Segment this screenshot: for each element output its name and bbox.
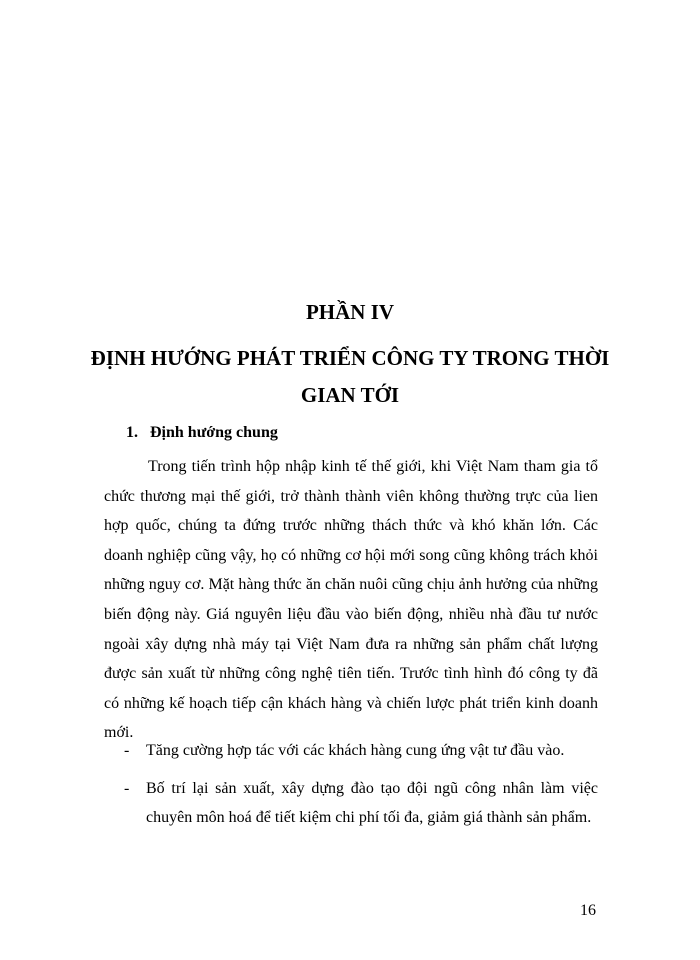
- section-heading-text: Định hướng chung: [150, 424, 278, 441]
- list-item-text: Tăng cường hợp tác với các khách hàng cung ứng vật tư đầu vào.: [146, 742, 565, 759]
- list-item-text: Bố trí lại sản xuất, xây dựng đào tạo đội ngũ công nhân làm việc chuyên môn hoá để tiết kiệm chi phí tối đa, giảm giá thành sản phẩm.: [146, 779, 598, 827]
- chapter-title: ĐỊNH HƯỚNG PHÁT TRIỂN CÔNG TY TRONG THỜI GIAN TỚI: [90, 346, 610, 407]
- body-paragraph: Trong tiến trình hộp nhập kinh tế thế giới, khi Việt Nam tham gia tổ chức thương mại thế giới, trở thành thành viên không thường trực của lien hợp quốc, chúng ta đứng trước những thách thức và khó khăn lớn. Các doanh nghiệp cũng vậy, họ có những cơ hội mới song cũng không trách khỏi những nguy cơ. Mặt hàng thức ăn chăn nuôi cũng chịu ảnh hưởng của những biến động này. Giá nguyên liệu đầu vào biến động, nhiều nhà đầu tư nước ngoài xây dựng nhà máy tại Việt Nam đưa ra những sản phẩm chất lượng được sản xuất từ những công nghệ tiên tiến. Trước tình hình đó công ty đã có những kế hoạch tiếp cận khách hàng và chiến lược phát triển kinh doanh mới.: [104, 458, 598, 742]
- bullet-list: [104, 736, 598, 841]
- bullet-marker: -: [124, 742, 130, 759]
- part-title: PHẦN IV: [305, 300, 395, 324]
- section-number: 1.: [126, 424, 138, 441]
- page-number: 16: [580, 902, 596, 919]
- list-item: [104, 736, 598, 766]
- bullet-marker: -: [124, 779, 130, 797]
- list-item: [104, 774, 598, 833]
- section-heading: [126, 424, 278, 442]
